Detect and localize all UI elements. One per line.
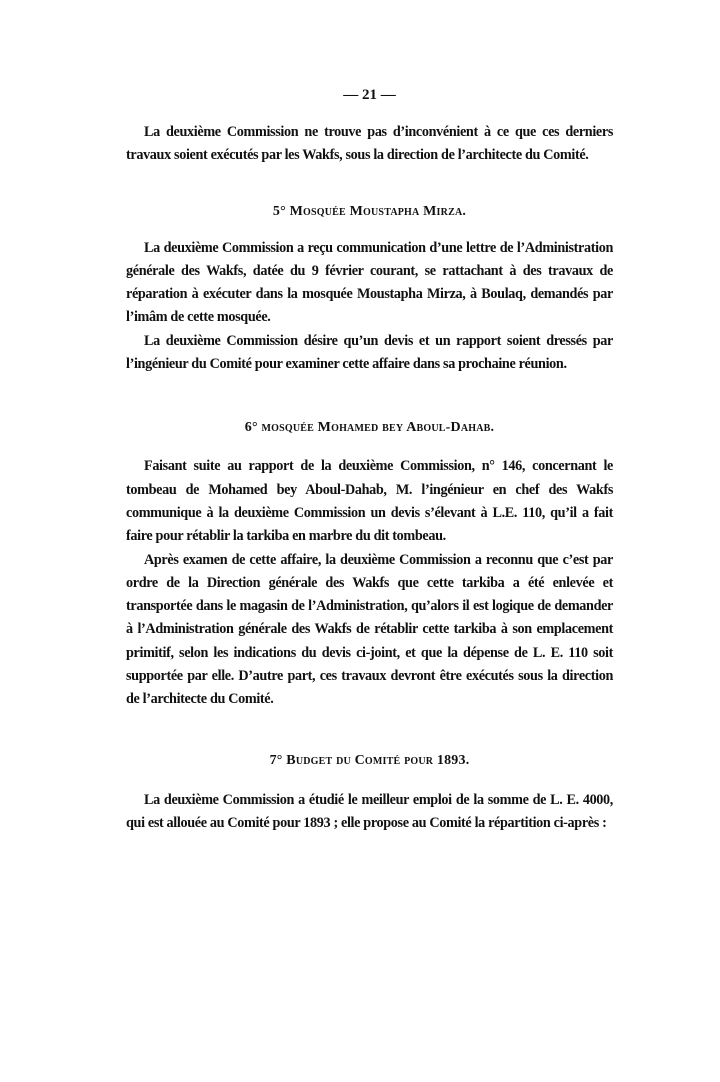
- section-7-paragraph-1: La deuxième Commission a étudié le meilleur emploi de la somme de L. E. 4000, qui est allouée au Comité pour 1893 ; elle propose au Comité la répartition ci-après :: [126, 791, 613, 831]
- section-heading-5: 5° Mosquée Moustapha Mirza.: [272, 203, 467, 219]
- section-heading-7: 7° Budget du Comité pour 1893.: [269, 752, 470, 768]
- document-page: [126, 84, 613, 835]
- section-5-paragraph-2: La deuxième Commission désire qu’un devis et un rapport soient dressés par l’ingénieur du Comité pour examiner cette affaire dans sa prochaine réunion.: [126, 332, 613, 373]
- section-6-paragraph-2: Après examen de cette affaire, la deuxième Commission a reconnu que c’est par ordre de la Direction générale des Wakfs que cette tarkiba a été enlevée et transportée dans le magasin de l’Administration, qu’alors il est logique de demander à l’Administration générale des Wakfs de rétablir cette tarkiba à son emplacement primitif, selon les indications du devis ci-joint, et que la dépense de L. E. 110 soit supportée par elle. D’autre part, ces travaux devront être exécutés sous la direction de l’architecte du Comité.: [126, 551, 613, 708]
- page-number: — 21 —: [343, 87, 396, 103]
- intro-paragraph: La deuxième Commission ne trouve pas d’inconvénient à ce que ces derniers travaux soient exécutés par les Wakfs, sous la direction de l’architecte du Comité.: [126, 124, 613, 164]
- section-heading-6: 6° mosquée Mohamed bey Aboul-Dahab.: [244, 420, 495, 436]
- section-5-paragraph-1: La deuxième Commission a reçu communication d’une lettre de l’Administration générale des Wakfs, datée du 9 février courant, se rattachant à des travaux de réparation à exécuter dans la mosquée Moustapha Mirza, à Boulaq, demandés par l’imâm de cette mosquée.: [126, 239, 613, 326]
- section-6-paragraph-1: Faisant suite au rapport de la deuxième Commission, n° 146, concernant le tombeau de Mohamed bey Aboul-Dahab, M. l’ingénieur en chef des Wakfs communique à la deuxième Commission un devis s’élevant à L.E. 110, qu’il a fait faire pour rétablir la tarkiba en marbre du dit tombeau.: [126, 458, 613, 545]
